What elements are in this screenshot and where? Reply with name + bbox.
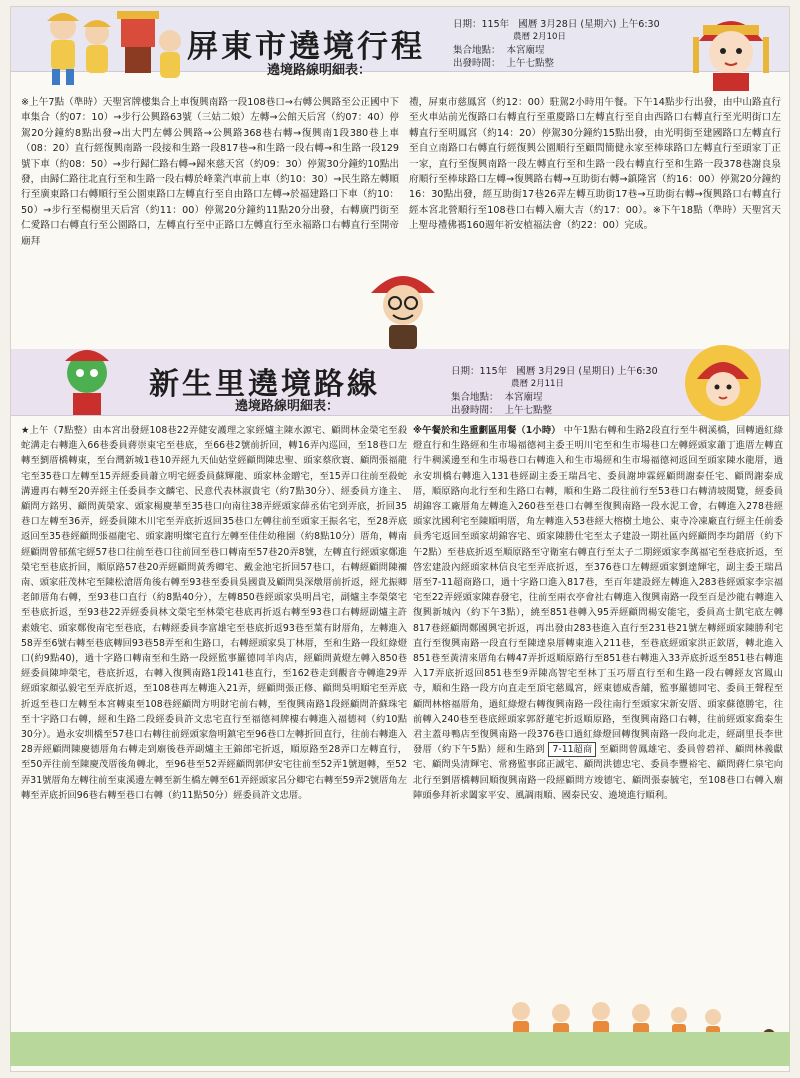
- poster-page: [10, 6, 790, 1072]
- goddess-mascot-illustration: [685, 7, 777, 91]
- date-line1: 國曆 3月29日 (星期日) 上午6:30: [516, 366, 658, 377]
- seven-eleven-box: 7-11超商: [548, 742, 596, 757]
- date-line2: 農曆 2月10日: [513, 32, 566, 42]
- mascot-group-illustration: [25, 7, 185, 89]
- section2-right-column: [413, 423, 783, 1035]
- section1-title: 屏東市遶境行程: [187, 29, 425, 65]
- section1-subtitle: 遶境路線明細表：: [267, 63, 372, 78]
- depart-label: 出發時間：: [451, 405, 499, 416]
- place-value: 本宮廟埕: [506, 45, 545, 56]
- section1-info-block: [453, 18, 693, 70]
- depart-label: 出發時間：: [453, 58, 501, 69]
- date-year: 115年: [479, 366, 508, 377]
- section2-title: 新生里遶境路線: [149, 367, 380, 402]
- bottom-green-strip: [10, 1032, 790, 1066]
- section2-right-text: 中午1點右轉和生路2段直行至牛稠溪橋，回轉過紅綠燈直行和生路經和生市場福德祠主委王明川宅至和生市場巷口左轉經頭家蕭丁進厝左轉直行牛稠溪邊至和生市場巷口右轉進入和生市場經和生市場福德祠返回至頭家陳水龍厝，過永安圳橋右轉進入131巷經副主委王瑞昌宅、委員謝坤霖經顧問謝泰任宅、顧問謝泰成厝，順原路向北行至和生路口右轉，順和生路二段往前行至53巷口右轉清坡閱覽，經委員胡錦容工廠厝角左轉進入260巷至巷口右轉至復興南路一段水泥工會，右轉進入278巷經頭家沈國利宅至陳順明厝，角左轉進入53巷經大榕樹土地公、東寺冷凍廠直行經主任前委員秀宅返回至頭家胡錦容宅、頭家陳勝仕宅至太子建設一期社區內經顧問李均銷厝（約下午2點）至巷底折返至順原路至守衛室右轉直行至太子二期經頭家李萬福宅至巷底折返，至啓宏建設內經頭家林信良宅至弄底折返，至376巷口左轉經頭家劉達輝宅，副主委王瑞昌厝至7-11超商路口，過十字路口進入817巷，至百年建設經左轉進入283巷經頭家李宗福宅至22弄經頭家陳春發宅，往前至兩衣亭會社右轉進入復興南路一段至百是沙龍右轉進入復興新城內（約下午3點），繞至851巷轉入95弄經顧問楊安能宅，委員高士凱宅底左轉817巷經顧問鄭國興宅折返，再出發由283巷進入直行至231巷21號左轉經頭家陳勝利宅直行至復興南路一段直行至陳達泉厝轉東進入211巷，至巷底經頭家洪正欽厝，轉北進入851巷至黃清來厝角右轉47弄折返順原路行至851巷右轉進入33弄底折返至851巷右轉進入17弄底折返回851巷至9弄陳高智宅至林丁玉巧厝直行至和生路一段右轉經友宮鳳山寺，順和生路一段方向直走至頂宅慈鳳宮，經東德威香舖，監事羅德同宅、委員王聲程至顧問林榕福厝角，過紅綠燈右轉復興南路一段往南行至頭家宋新安厝、頭家蘇德勝宅，往前轉入240巷至巷底經頭家郭舒蓮宅折返順原路，至復興南路口右轉，往前經頭家喬泰生君主蓋母鴨店至復興南路一段376巷口過紅綠燈回轉復興南路一段向北走，經副里長李世發厝（約下午5點）經和生路到: [413, 425, 783, 756]
- section2-left-column: ★上午（7點整）由本宮出發經108巷22弄健安護理之家經爐主陳水源宅、顧問林金榮宅至殺蛇溝走右轉進入66巷委員蔣崇東宅至巷底，至66巷2號前折回，轉16弄內巡回，至18巷口左轉至劉厝橋轉東，至台灣新城1巷10弄經九天仙姑堂經顧問陳忠聖、頭家蔡欣寰、顧問張福龍宅至35巷口左轉至15弄經委員蕭立明宅經委員蘇輝龍、頭家林金贈宅，至15弄口往前至殺蛇溝邊再右轉至20弄經主任委員李文麟宅、民意代表林淑貴宅（約7點30分）、經委員方逢主、顧問方銘男、顧問黃榮家、頭家楊慶華至35巷口向南往38弄經頭家薛丞佑宅到弄底，折回35巷口左轉至36弄，經委員陳木川宅至弄底折返回35巷口左轉往前至頭家王振名宅，至28弄底返回至35巷經顧問張福龍宅、頭家謝明燦宅直行左轉至佳佳幼稚園（約8點10分）厝角，轉南經顧問曾郁蕉宅經57巷口往前至巷口往前回至巷口轉南至57巷20弄8號，左轉直行經頭家鄭進榮宅至巷底折回，順原路57巷20弄經顧問黃秀卿宅、戴金池宅折回57巷口，右轉經顧問陳禰南、頭家莊茂林宅至陳松滄厝角後右轉至93巷至委員吳國貴及顧問吳深燉厝前折返，經尤振卿老師厝角右轉，至93巷口直行（約8點40分），左轉850巷經頭家吳明昌宅，副爐主李榮棨宅至巷底折返，至93巷22弄經委員林文榮宅至林榮宅巷底再折返右轉至93巷口右轉經副爐主許素娥宅、頭家鄭俊南宅至巷底，右轉經委員李富雄宅至巷底折返93巷至葉有財厝角，左轉進入58弄至6號右轉至巷底轉回93巷58弄至和生路口，右轉經頭家吳丁林厝，至和生路一段紅綠燈口(約9點40)，過十字路口轉南至和生路一段經監事羅德同羊肉店，經顧問黃燈左轉入850巷經委員陳坤榮宅，巷底折返，右轉入復興南路1段141巷直行，至162巷走到觀音寺轉進29弄經頭家顏弘毅宅至弄底折返，至108巷再左轉進入21弄，經顧問張正修、顧問吳明順宅至弄底折返至巷口左轉至本宮轉東至108巷經顧問方明財宅前右轉，至復興南路1段經顧問許蘇珠宅至十字路口右轉，經和生路二段經委員許文忠宅直行至福德祠牌樓右轉進入福德祠（約10點30分）。過永安圳橋至57巷口右轉往前經頭家詹明鎮宅至96巷口左轉折回直行，往前右轉進入28弄經顧問陳慶德厝角右轉走到廟後巷弄副爐主王錦郎宅折返，順原路至28弄口左轉直行，至50弄往前至陳慶茂厝後角轉北，至96巷至52弄經顧問郭伊安宅往前至52弄1號迴轉，至52弄31號厝角左轉往前至東溪邊左轉至新生橋左轉至61弄經頭家呂分卿宅右轉至59弄2號厝角左轉至弄底折回96巷右轉至巷口右轉（約11點50分）經委員許文忠厝。: [21, 425, 407, 801]
- goddess-portrait-illustration: [683, 343, 763, 423]
- section1-left-column: ※上午7點（準時）天聖宮牌樓集合上車復興南路一段108巷口→右轉公興路至公正國中下車集合（約07：10）→步行公興路63號（三姑二娘）左轉→公館天后宮（約07：40）停駕20分鐘約8點出發→出大門左轉公興路→公興路368巷右轉→復興南1段380巷上車（08：20）直行經復興南路一段接和生路一段817巷→和生路一段右轉→和生路一段129號下車（約08：50）→步行歸仁路右轉→歸來慈天宮（約09：30）停駕30分鐘約10點出發，由歸仁路往北直行至和生路一段右轉於峰業汽車前上車（約10：30）→民生路左轉順行至廣東路口右轉順行至公園東路口左轉直行至自由路口左轉→於福建路口下車（約10：50）→步行至楊樹里天后宮（約11：00）停駕20分鐘約11點20分出發，右轉廣門街至仁愛路口右轉直行至公園路口，左轉直行至中正路口左轉直行至永福路口右轉直行至開帝廟拜: [21, 97, 399, 247]
- section2-right-text2: 至顧問曾鳳雄宅、委員曾碧祥、顧問林義獻宅、顧問吳清輝宅、常務監事邱正誠宅、顧問洪德忠宅、委員李豐裕宅、顧問蔣仁泉宅向北行至劉厝橋轉回順復興南路一段經顧問方竣德宅、顧問張泰毓宅，至108巷口右轉入廟陣頭參拜祈求闔家平安、風調雨順、國泰民安、遶境進行順利。: [413, 744, 783, 801]
- date-year: 115年: [481, 19, 510, 30]
- depart-value: 上午七點整: [506, 58, 555, 69]
- date-line2: 農曆 2月11日: [511, 379, 564, 389]
- place-label: 集合地點：: [451, 392, 499, 403]
- date-label: 日期：: [453, 19, 482, 30]
- section1-right-column: 禮，屏東市慈鳳宮（約12：00）駐駕2小時用午餐。下午14點步行出發，由中山路直行至火車站前光復路口右轉直行至重慶路口左轉直行至自由西路口右轉直行至光明街口左轉直行至明鳳宮（約14：20）停駕30分鐘約15點出發，由光明街至建國路口左轉直行至自立南路口右轉直行經復興公園順行至顧問簡健永家至棒球路口左轉直行至頭家丁正一家，直行至復興南路一段左轉直行至和生路一段右轉直行至和生路一段378巷謝良泉府順行至棒球路口左轉→復興路右轉→互助街右轉→鎮隆宮（約16：00）停駕20分鐘約16：30點出發，經互助街17巷26弄左轉互助街17巷→互助街右轉→復興路口右轉直行經本宮北營順行至108巷口右轉入廟大吉（約17：00）。※下午18點（準時）天聖宮天上聖母禮佛禡160週年祈安植福法會（約22：00）完成。: [409, 97, 781, 232]
- date-line1: 國曆 3月28日 (星期六) 上午6:30: [518, 19, 660, 30]
- section2-subtitle: 遶境路線明細表：: [235, 399, 340, 414]
- place-value: 本宮廟埕: [504, 392, 543, 403]
- cartoon-boy-illustration: [361, 263, 445, 355]
- lunch-heading: ※午餐於和生重劃區用餐（1小時）: [413, 425, 561, 436]
- place-label: 集合地點：: [453, 45, 501, 56]
- depart-value: 上午七點整: [504, 405, 553, 416]
- section2-info-block: [451, 365, 691, 417]
- green-warrior-mascot-illustration: [47, 339, 127, 419]
- date-label: 日期：: [451, 366, 480, 377]
